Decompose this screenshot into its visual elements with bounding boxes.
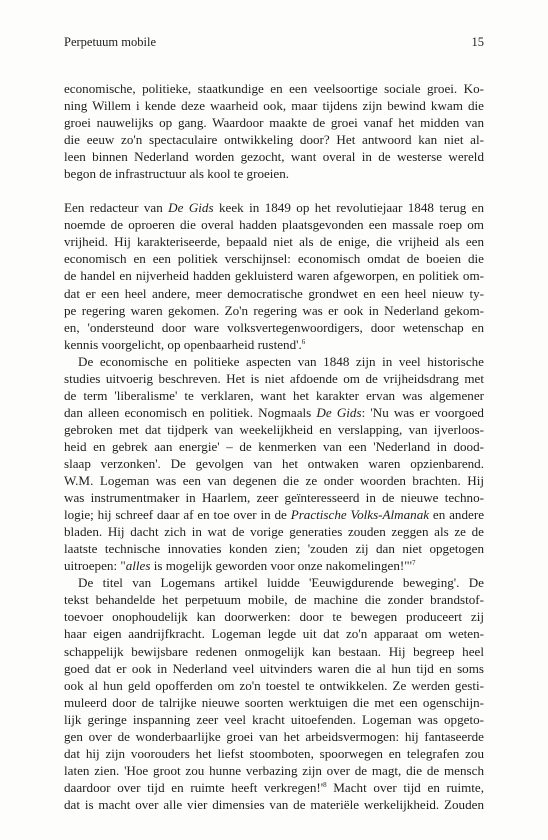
- text-run: uitroepen: ": [64, 558, 126, 574]
- paragraph-1: [64, 80, 484, 182]
- text-line: die eeuw zo'n spectaculaire ontwikkeling door? Het antwoord kan niet al-: [64, 132, 484, 148]
- text-run: daardoor over tijd en ruimte heeft verkregen!': [64, 779, 324, 795]
- text-run: kennis voorgelicht, op openbaarheid rustend'.: [64, 336, 302, 352]
- text-line: en, 'ondersteund door ware volksvertegenwoordigers, door wetenschap en: [64, 319, 484, 335]
- text-line: vrijheid. Hij karakteriseerde, bepaald niet als de enige, die vrijheid als een: [64, 234, 484, 250]
- footnote-marker: 7: [411, 559, 416, 568]
- text-line: [64, 779, 484, 796]
- text-line: economisch en een politiek verschijnsel: economisch omdat de boeien die: [64, 251, 484, 267]
- text-line: [64, 336, 484, 353]
- text-run: : 'Nu was er voorgoed: [361, 404, 484, 420]
- text-line: gebroken met dat tijdperk van weekelijkheid en verslapping, van ijverloos-: [64, 421, 484, 437]
- text-line: dat is macht over alle vier dimensies van de materiële werkelijkheid. Zouden: [64, 796, 484, 812]
- text-run: dan alleen economisch en politiek. Nogmaals: [64, 404, 317, 420]
- running-title: Perpetuum mobile: [64, 35, 156, 49]
- text-line: lijk geringe inspanning zeer veel kracht uitoefenden. Logeman was opgeto-: [64, 711, 484, 727]
- body-text: [64, 80, 484, 813]
- text-line: bladen. Hij dacht zich in wat de vorige generaties zouden zeggen als ze de: [64, 524, 484, 540]
- almanac-title: Practische Volks-Almanak: [290, 507, 430, 523]
- text-line: noemde de oproeren die overal hadden plaatsgevonden een massale roep om: [64, 217, 484, 233]
- text-line: toevoer onophoudelijk kan doorwerken: door te bewegen produceert zij: [64, 609, 484, 625]
- text-line: was instrumentmaker in Haarlem, zeer geïnteresseerd in de nieuwe techno-: [64, 490, 484, 506]
- text-line: de handel en nijverheid hadden gekluisterd waren afgeworpen, en politiek om-: [64, 268, 484, 284]
- text-line: De titel van Logemans artikel luidde 'Eeuwigdurende beweging'. De: [78, 575, 484, 591]
- journal-title: De Gids: [316, 404, 362, 420]
- text-line: [64, 404, 484, 421]
- paragraph-2: [64, 199, 484, 352]
- paragraph-4: [64, 574, 484, 813]
- text-run: is mogelijk geworden voor onze nakomelingen!"': [150, 558, 412, 574]
- text-line: schappelijk bewijsbare redenen onmogelijk kan bestaan. Hij begreep heel: [64, 643, 484, 659]
- text-line: economische, politieke, staatkundige en een veelsoortige sociale groei. Ko-: [64, 81, 484, 96]
- text-line: De economische en politieke aspecten van 1848 zijn in veel historische: [78, 353, 484, 369]
- text-line: tekst behandelde het perpetuum mobile, de machine die zonder brandstof-: [64, 592, 484, 608]
- text-line: groei nauwelijks op gang. Waardoor maakte de groei vanaf het midden van: [64, 115, 484, 131]
- text-run: keek in 1849 op het revolutiejaar 1848 terug en: [213, 200, 484, 216]
- text-line: haar eigen aandrijfkracht. Logeman legde uit dat zo'n apparaat om weten-: [64, 626, 484, 642]
- text-line: laatste technische innovaties konden zien; 'zouden zij dan niet opgetogen: [64, 541, 484, 557]
- journal-title: De Gids: [168, 200, 214, 216]
- text-line: [64, 506, 484, 523]
- text-run: Een redacteur van: [64, 200, 169, 216]
- text-line: muleerd door de talrijke nieuwe soorten werktuigen die met een ogenschijn-: [64, 694, 484, 710]
- text-line: dat hij zijn voorouders het liefst stoomboten, spoorwegen en telegrafen zou: [64, 745, 484, 761]
- paragraph-3: [64, 353, 484, 575]
- footnote-marker: 8: [323, 780, 327, 789]
- text-line: ook al hun geld opofferden om zo'n toestel te ontwikkelen. Ze werden gesti-: [64, 677, 484, 693]
- text-line: studies uitvoerig beschreven. Het is niet afdoende om de vrijheidsdrang met: [64, 370, 484, 386]
- text-line: begon de infrastructuur als kool te groeien.: [64, 166, 290, 182]
- text-line: pe regering waren gekomen. Zo'n regering was er ook in Nederland gekom-: [64, 302, 484, 318]
- page-number: 15: [471, 35, 484, 49]
- text-line: ning Willem i kende deze waarheid ook, maar tijdens zijn bewind kwam die: [64, 98, 484, 114]
- footnote-marker: 6: [301, 337, 306, 346]
- text-run: Macht over tijd en ruimte,: [326, 779, 484, 795]
- text-line: [64, 199, 484, 216]
- paragraph-gap: [64, 182, 484, 199]
- emphasis: alles: [125, 558, 151, 574]
- running-head: [64, 35, 484, 51]
- text-line: heid en gebrek aan energie' – de kenmerken van een 'Nederland in dood-: [64, 438, 484, 454]
- text-line: leen binnen Nederland worden gezocht, want overal in de westerse wereld: [64, 149, 484, 165]
- text-line: de term 'liberalisme' te verklaren, want het karakter ervan was algemener: [64, 387, 484, 403]
- text-run: logie; hij schreef daar af en toe over in de: [64, 507, 291, 523]
- text-line: W.M. Logeman was een van degenen die ze onder woorden brachten. Hij: [64, 473, 484, 489]
- text-run: en andere: [429, 507, 484, 523]
- text-line: laten zien. 'Hoe groot zou hunne verbazing zijn over de magt, die de mensch: [64, 762, 484, 778]
- text-line: dat er een heel andere, meer democratische grondwet en een heel nieuw ty-: [64, 285, 484, 301]
- text-line: goed dat er ook in Nederland veel uitvinders waren die al hun tijd en soms: [64, 660, 484, 676]
- text-line: [64, 557, 484, 574]
- text-line: slaap verzonken'. De gevolgen van het ontwaken waren opzienbarend.: [64, 455, 484, 471]
- text-line: gen over de wonderbaarlijke groei van het arbeidsvermogen: hij fantaseerde: [64, 728, 484, 744]
